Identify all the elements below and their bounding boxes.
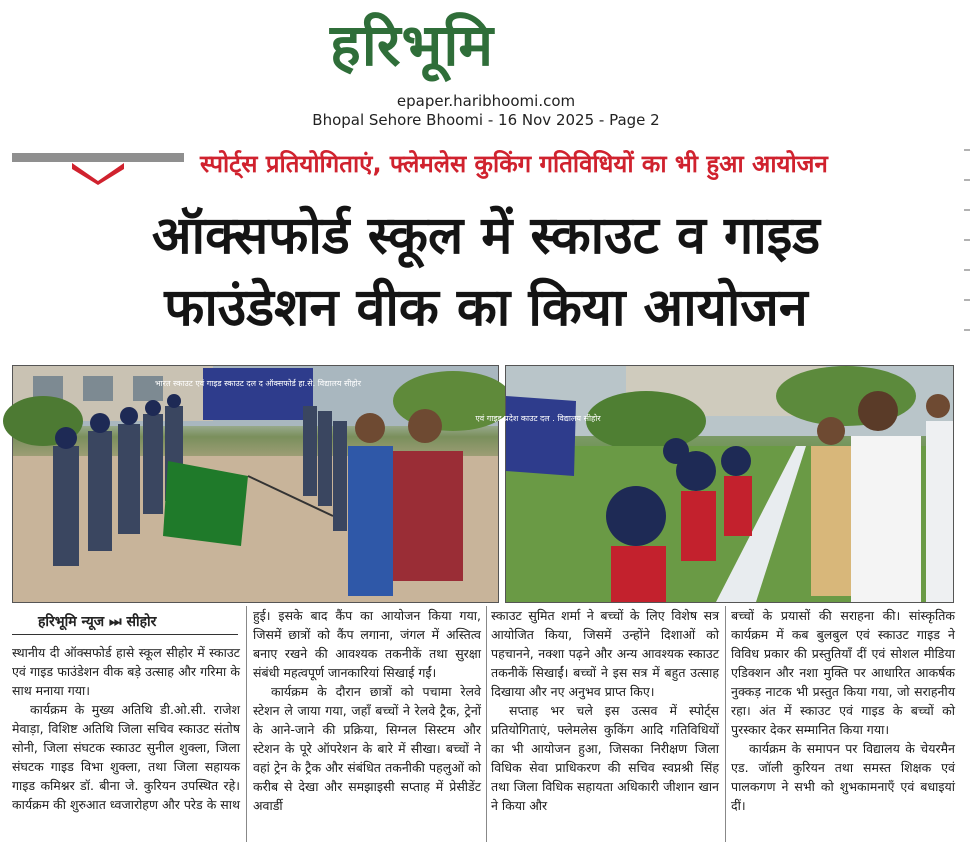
right-banner-text: एवं गाइड प्रदेश काउट दल . विद्यालय सीहोर: [475, 414, 601, 423]
source-url[interactable]: epaper.haribhoomi.com: [396, 92, 576, 110]
left-banner-text: भारत स्काउट एवं गाइड स्काउट दल द ऑक्सफोर्ड हा.से. विद्यालय सीहोर: [154, 379, 362, 388]
article-kicker: स्पोर्ट्स प्रतियोगिताएं, फ्लेमलेस कुकिंग गतिविधियों का भी हुआ आयोजन: [200, 150, 828, 178]
paragraph: सप्ताह भर चले इस उत्सव में स्पोर्ट्स प्रतियोगिताएं, फ्लेमलेस कुकिंग आदि गतिविधियों का भी आयोजन हुआ, जिसका निरीक्षण जिला विधिक सेवा प्राधिकरण की सचिव स्वप्नश्री सिंह तथा जिला विधिक सहायता अधिकारी जीशान खान ने किया और: [491, 703, 719, 813]
photo-flameless-cooking: [475, 365, 954, 603]
byline: हरिभूमि न्यूज ⏭ सीहोर: [38, 614, 157, 630]
article-column-2: [253, 606, 481, 815]
edition-line: Bhopal Sehore Bhoomi - 16 Nov 2025 - Page 2: [312, 111, 660, 129]
kicker-ribbon-bar: [12, 153, 184, 162]
headline-line-1: ऑक्सफोर्ड स्कूल में स्काउट व गाइड: [151, 206, 821, 266]
logo-text: हरिभूमि: [330, 11, 495, 79]
paragraph: कार्यक्रम के दौरान छात्रों को पचामा रेलवे स्टेशन ले जाया गया, जहाँ बच्चों ने रेलवे ट्रैक, ट्रेनों के आने-जाने की प्रक्रिया, सिग्नल सिस्टम और स्टेशन के पूरे ऑपरेशन के बारे में सीखा। बच्चों ने वहां ट्रेन के ट्रैक और संबंधित तकनीकी पहलुओं को करीब से देखा और समझाइसी सप्ताह में प्रेसीडेंट अवार्डी: [253, 684, 481, 813]
paragraph: स्काउट सुमित शर्मा ने बच्चों के लिए विशेष सत्र आयोजित किया, जिसमें उन्होंने दिशाओं को पहचानने, नक्शा पढ़ने और अन्य आवश्यक स्काउट तकनीकें सिखाईं। बच्चों ने इस सत्र में बहुत उत्साह दिखाया और नए अनुभव प्राप्त किए।: [491, 608, 719, 699]
paragraph: कार्यक्रम के समापन पर विद्यालय के चेयरमैन एड. जॉली कुरियन तथा समस्त शिक्षक एवं पालकगण ने सभी को शुभकामनाएँ एवं बधाइयां दीं।: [731, 741, 955, 813]
chevron-down-icon: [72, 163, 124, 185]
article-column-3: [491, 606, 719, 815]
paragraph: कार्यक्रम के मुख्य अतिथि डी.ओ.सी. राजेश मेवाड़ा, विशिष्ट अतिथि जिला सचिव स्काउट संतोष सोनी, जिला संघटक स्काउट सुनील शुक्ला, जिला संघटक गाइड विभा शुक्ला, तथा जिला सहायक गाइड कमिश्नर डॉ. बीना जे. कुरियन उपस्थित रहे। कार्यक्रम की शुरुआत ध्वजारोहण और परेड के साथ: [12, 702, 240, 812]
headline-line-2: फाउंडेशन वीक का किया आयोजन: [164, 278, 808, 338]
column-divider: [725, 606, 726, 842]
article-column-1: [12, 643, 240, 814]
column-divider: [246, 606, 247, 842]
paragraph: हुई। इसके बाद कैंप का आयोजन किया गया, जिसमें छात्रों को कैंप लगाना, जंगल में अस्तित्व बनाए रखने की आवश्यक तकनीकें तथा सुरक्षा संबंधी महत्वपूर्ण जानकारियां सिखाई गईं।: [253, 608, 481, 680]
haribhoomi-logo: [330, 8, 640, 82]
article-column-4: [731, 606, 955, 815]
photo-flameless-cooking-drawing: [475, 366, 953, 602]
article-headline: [0, 200, 972, 344]
registration-marks: [962, 140, 972, 380]
photo-scouts-parade-drawing: [13, 366, 498, 602]
photo-scouts-parade: [12, 365, 499, 603]
paragraph: बच्चों के प्रयासों की सराहना की। सांस्कृतिक कार्यक्रम में कब बुलबुल एवं स्काउट गाइड ने विविध प्रकार की प्रस्तुतियाँ दीं एवं सोशल मीडिया एडिक्शन और नशा मुक्ति पर आधारित आकर्षक नुक्कड़ नाटक भी प्रस्तुत किया गया, जो सराहनीय रहा। अंत में स्काउट एवं गाइड के बच्चों को पुरस्कार देकर सम्मानित किया गया।: [731, 608, 955, 737]
paragraph: स्थानीय दी ऑक्सफोर्ड हासे स्कूल सीहोर में स्काउट एवं गाइड फाउंडेशन वीक बड़े उत्साह और गरिमा के साथ मनाया गया।: [12, 645, 240, 698]
byline-divider: [12, 634, 238, 635]
column-divider: [486, 606, 487, 842]
